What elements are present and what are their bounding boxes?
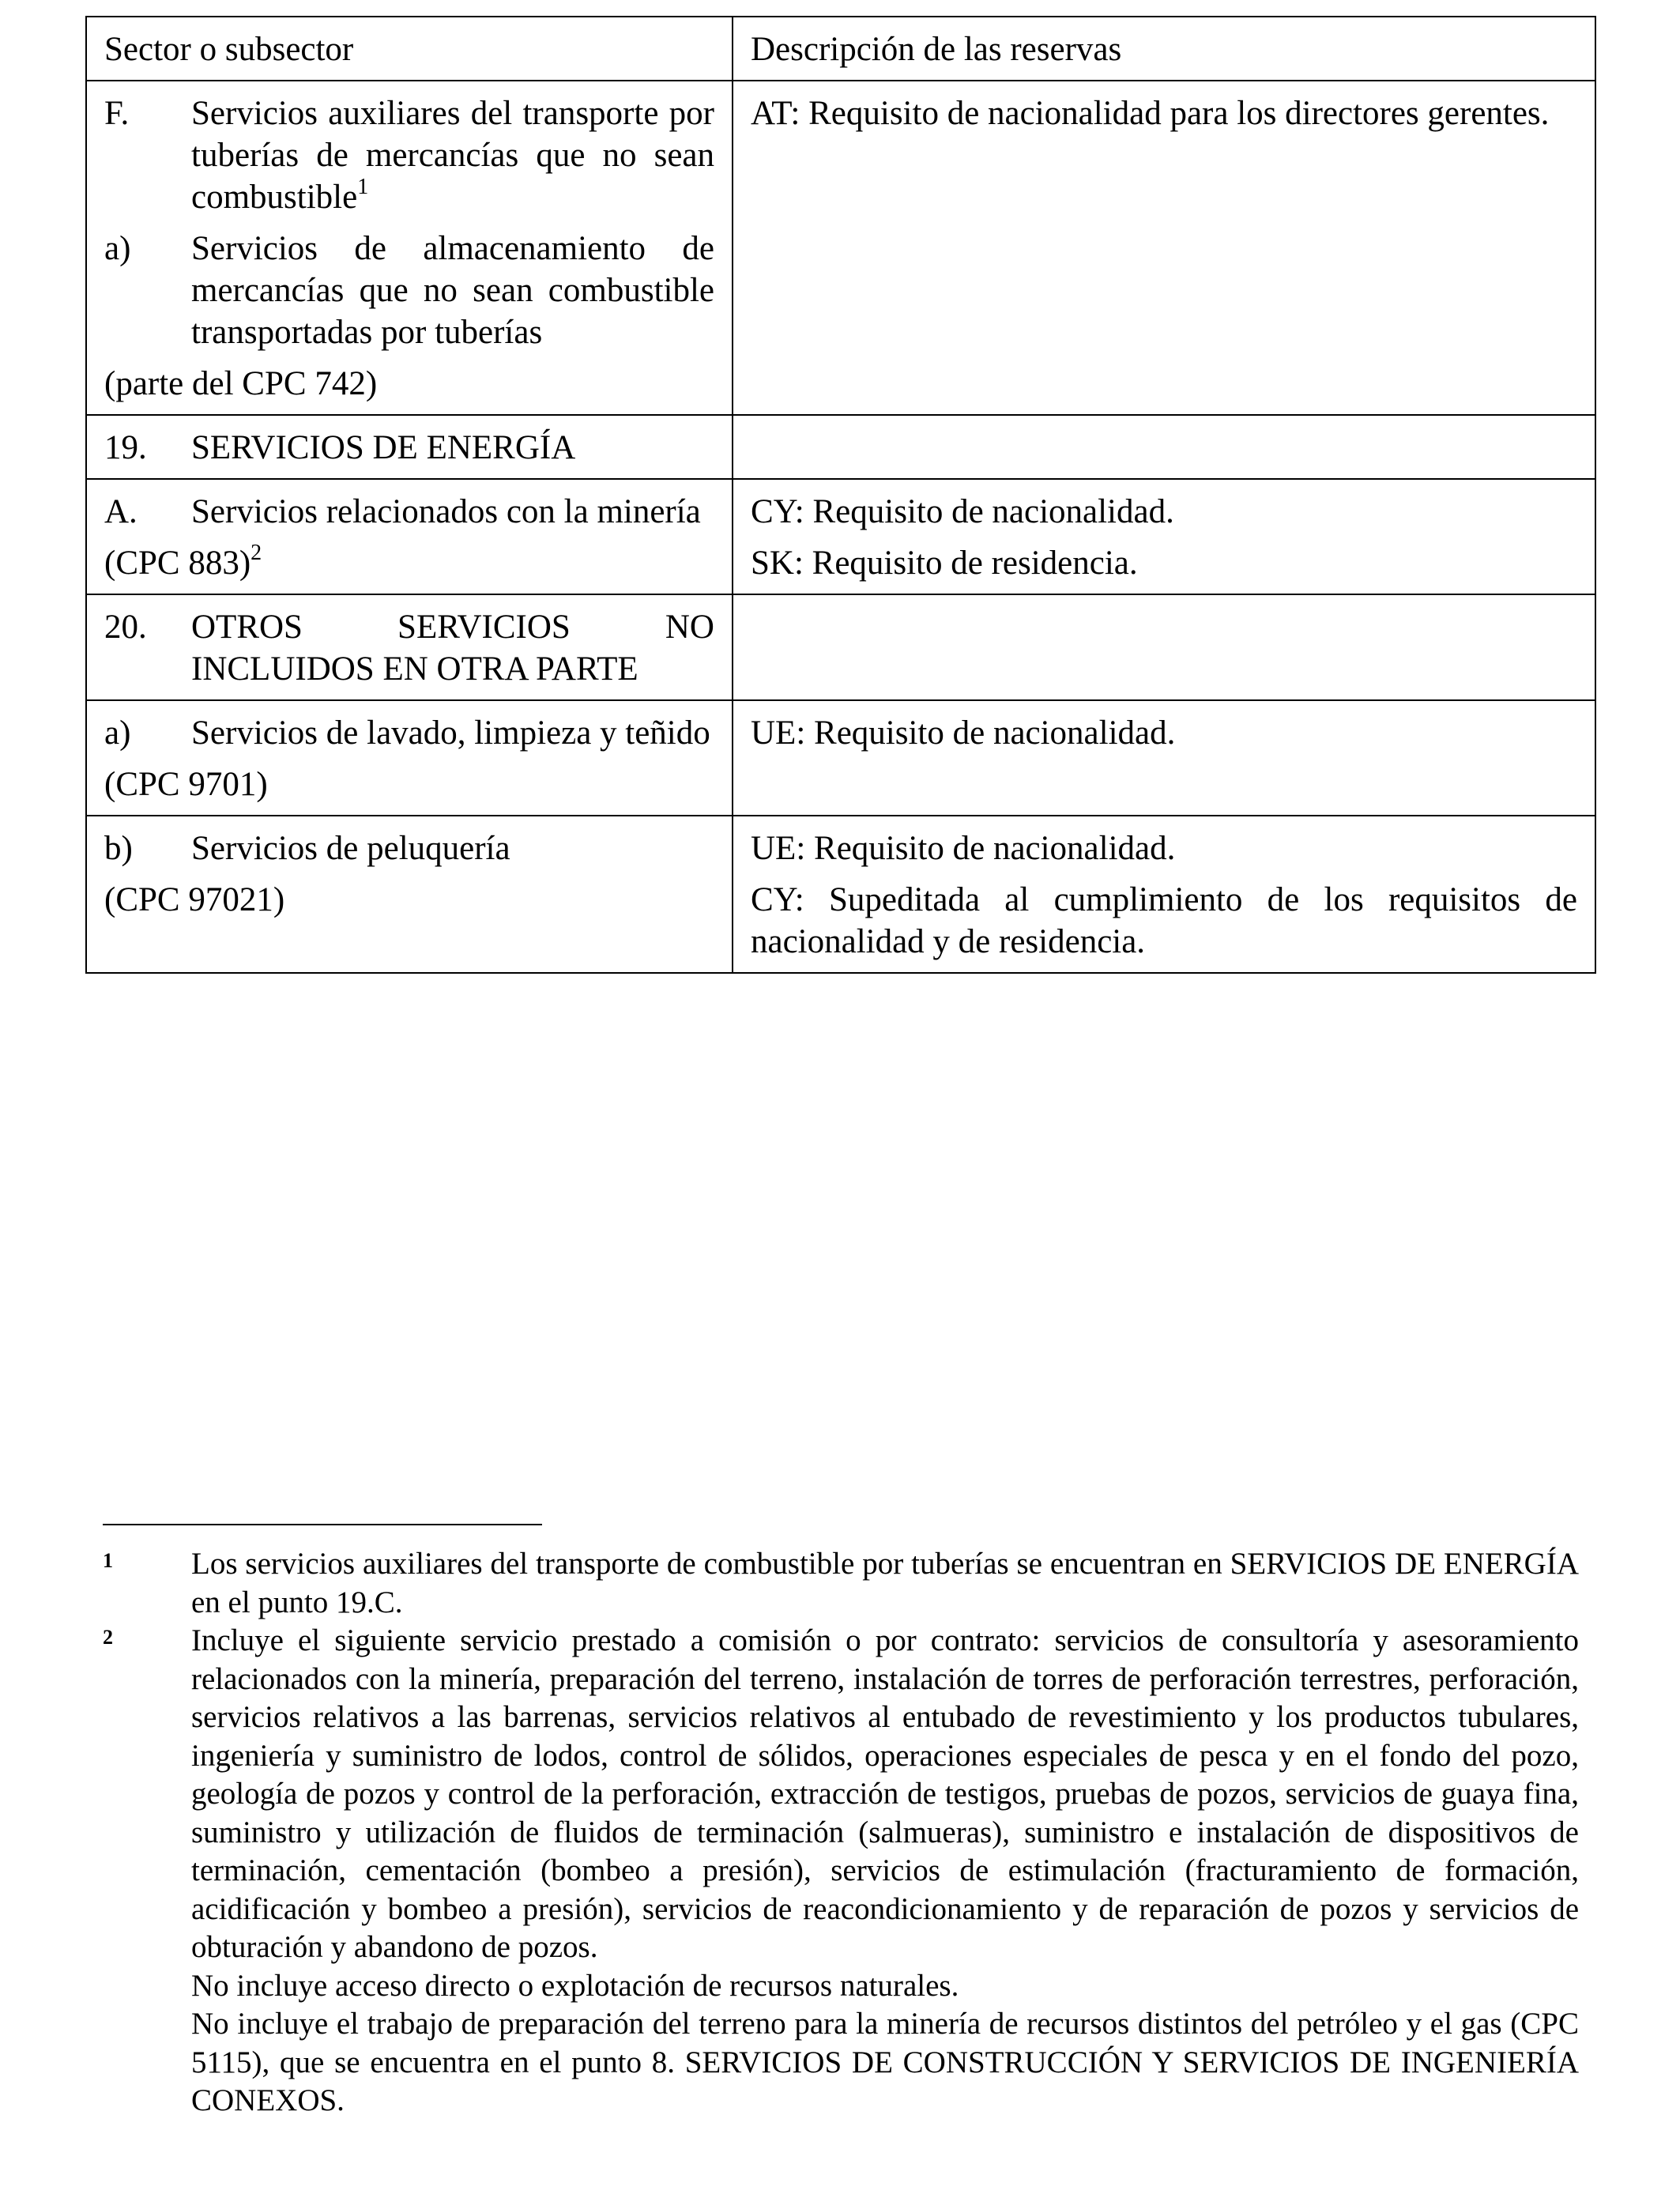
description-cell bbox=[733, 700, 1595, 816]
sector-cell bbox=[86, 594, 733, 700]
table-row bbox=[86, 81, 1595, 415]
sector-item bbox=[104, 606, 714, 690]
reservation-text: CY: Requisito de nacionalidad. bbox=[751, 493, 1174, 530]
item-number: F. bbox=[104, 95, 130, 132]
description-cell bbox=[733, 415, 1595, 479]
item-text: Servicios de peluquería bbox=[191, 830, 510, 867]
sector-cell bbox=[86, 81, 733, 415]
item-text: Servicios relacionados con la minería bbox=[191, 493, 701, 530]
header-sector: Sector o subsector bbox=[86, 17, 733, 81]
description-cell bbox=[733, 81, 1595, 415]
sector-cell bbox=[86, 415, 733, 479]
footnote bbox=[103, 1622, 1579, 2120]
sector-item bbox=[104, 427, 714, 469]
footnotes bbox=[103, 1545, 1579, 2120]
footnote-text: Incluye el siguiente servicio prestado a comisión o por contrato: servicios de consultoría y asesoramiento relacionados con la minería, preparación del terreno, instalación de torres de perforación terrestres, perforación, servicios relativos a las barrenas, servicios relativos al entubado de revestimiento y los productos tubulares, ingeniería y suministro de lodos, control de sólidos, operaciones especiales de pesca y en el fondo del pozo, geología de pozos y control de la perforación, extracción de testigos, pruebas de pozos, servicios de guaya fina, suministro y utilización de fluidos de terminación (salmueras), suministro e instalación de dispositivos de terminación, cementación (bombeo a presión), servicios de estimulación (fracturamiento de formación, acidificación y bombeo a presión), servicios de reacondicionamiento y de reparación de pozos y servicios de obturación y abandono de pozos. bbox=[191, 1623, 1579, 1964]
footnote-body bbox=[191, 1622, 1579, 2120]
sector-cell bbox=[86, 816, 733, 973]
footnote-mark: 1 bbox=[103, 1549, 113, 1572]
description-cell bbox=[733, 479, 1595, 594]
cpc-reference: (CPC 883)$^2$ bbox=[104, 540, 262, 582]
item-number: 19. bbox=[104, 429, 147, 466]
description-cell bbox=[733, 594, 1595, 700]
item-text: Servicios auxiliares del transporte por tuberías de mercancías que no sean combustible$^1$ bbox=[191, 95, 714, 216]
table-row bbox=[86, 415, 1595, 479]
cpc-reference: (parte del CPC 742) bbox=[104, 365, 378, 402]
table-header-row bbox=[86, 17, 1595, 81]
footnote-text: No incluye acceso directo o explotación de recursos naturales. bbox=[191, 1968, 959, 2003]
footnote-text: No incluye el trabajo de preparación del terreno para la minería de recursos distintos del petróleo y el gas (CPC 5115), que se encuentra en el punto 8. SERVICIOS DE CONSTRUCCIÓN Y SERVICIOS DE INGENIERÍA CONEXOS. bbox=[191, 2007, 1579, 2117]
reservation-text: UE: Requisito de nacionalidad. bbox=[751, 714, 1176, 752]
item-number: a) bbox=[104, 714, 131, 752]
header-description: Descripción de las reservas bbox=[733, 17, 1595, 81]
footnote-mark: 2 bbox=[103, 1626, 113, 1649]
table-row bbox=[86, 594, 1595, 700]
sector-item bbox=[104, 92, 714, 218]
item-number: A. bbox=[104, 493, 137, 530]
footnote-ref[interactable]: 1 bbox=[357, 174, 369, 199]
item-number: 20. bbox=[104, 609, 147, 646]
footnote-body bbox=[191, 1545, 1579, 1622]
sector-cell bbox=[86, 479, 733, 594]
reservations-table bbox=[85, 16, 1596, 974]
sector-item bbox=[104, 228, 714, 353]
item-text: Servicios de lavado, limpieza y teñido bbox=[191, 714, 710, 752]
item-text: Servicios de almacenamiento de mercancías que no sean combustible transportadas por tuberías bbox=[191, 230, 714, 351]
description-cell bbox=[733, 816, 1595, 973]
table-row bbox=[86, 816, 1595, 973]
sector-cell bbox=[86, 700, 733, 816]
reservation-text: UE: Requisito de nacionalidad. bbox=[751, 830, 1176, 867]
table-row bbox=[86, 700, 1595, 816]
item-number: b) bbox=[104, 830, 133, 867]
table-row bbox=[86, 479, 1595, 594]
sector-item bbox=[104, 827, 714, 869]
cpc-reference: (CPC 9701) bbox=[104, 766, 268, 803]
sector-item bbox=[104, 712, 714, 754]
reservation-text: CY: Supeditada al cumplimiento de los requisitos de nacionalidad y de residencia. bbox=[751, 881, 1577, 960]
reservation-text: SK: Requisito de residencia. bbox=[751, 545, 1138, 582]
item-text: SERVICIOS DE ENERGÍA bbox=[191, 429, 576, 466]
item-text: OTROS SERVICIOS NO INCLUIDOS EN OTRA PARTE bbox=[191, 609, 714, 688]
footnote bbox=[103, 1545, 1579, 1622]
footnote-ref[interactable]: 2 bbox=[250, 540, 262, 565]
reservation-text: AT: Requisito de nacionalidad para los directores gerentes. bbox=[751, 95, 1550, 132]
cpc-reference: (CPC 97021) bbox=[104, 881, 285, 918]
footnote-separator bbox=[103, 1524, 542, 1525]
footnote-text: Los servicios auxiliares del transporte de combustible por tuberías se encuentran en SERVICIOS DE ENERGÍA en el punto 19.C. bbox=[191, 1547, 1579, 1619]
item-number: a) bbox=[104, 230, 131, 267]
sector-item bbox=[104, 491, 714, 533]
